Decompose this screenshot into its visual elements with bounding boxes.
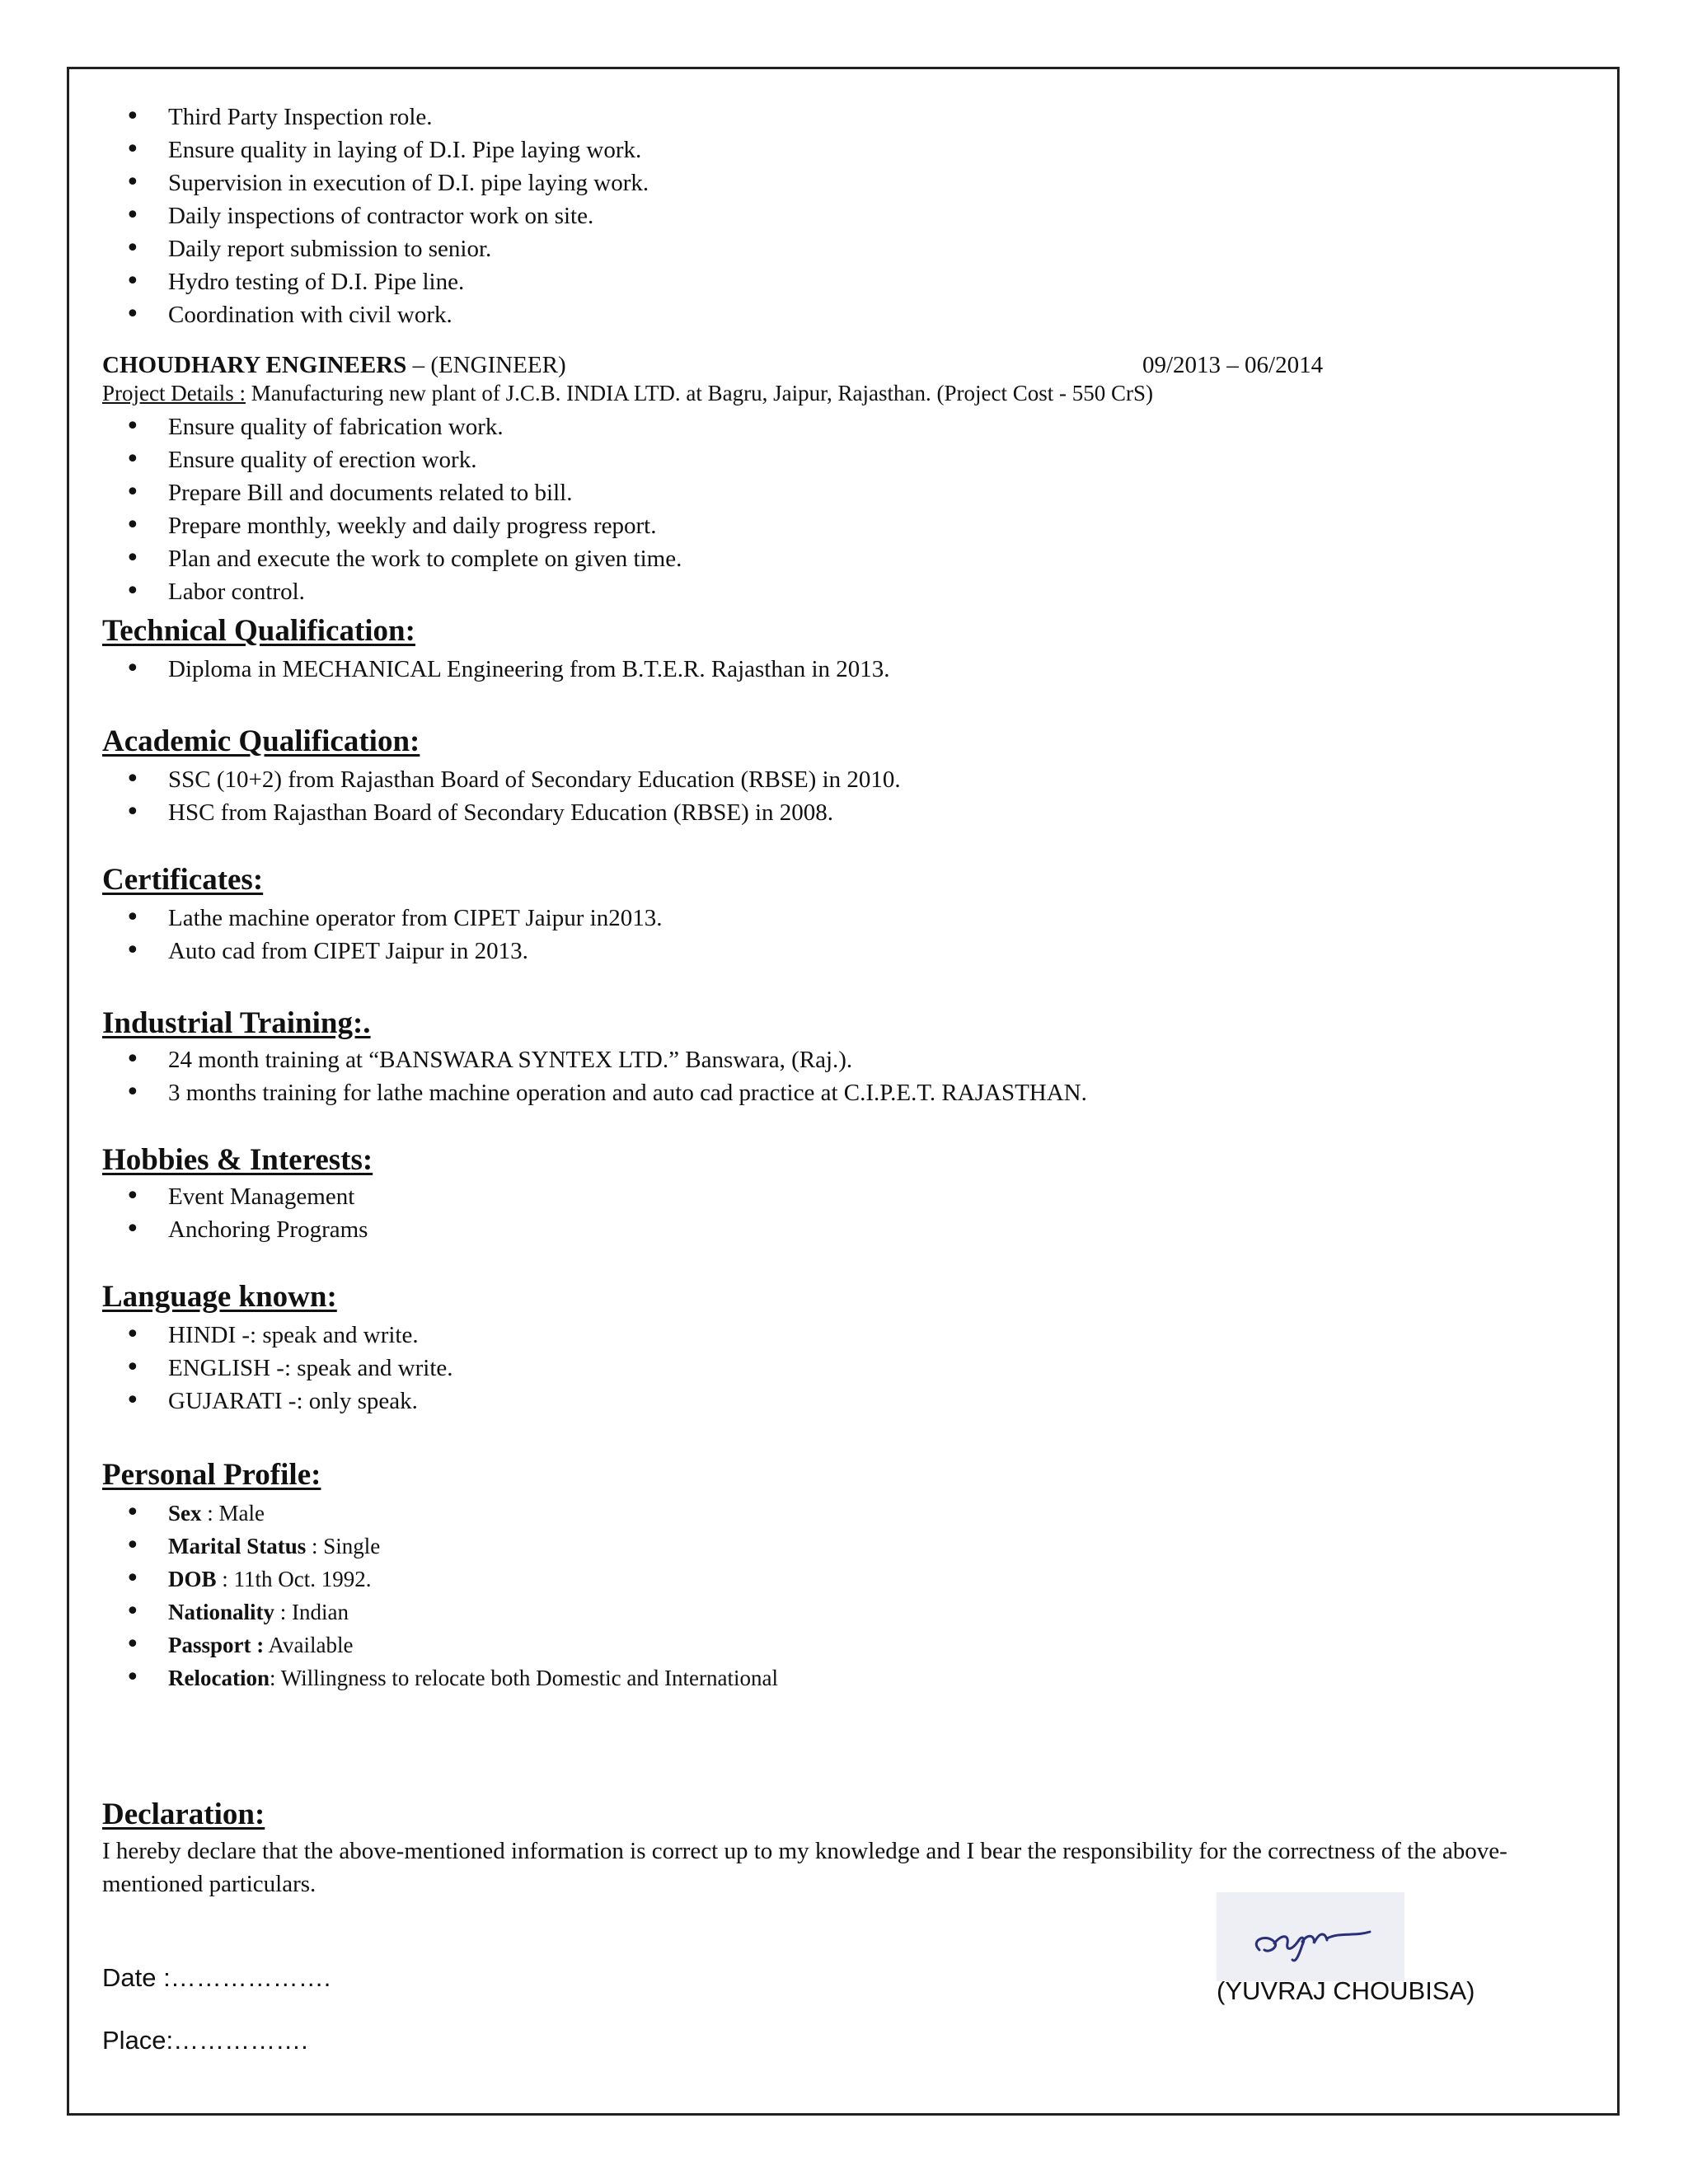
list-item bbox=[69, 1596, 778, 1629]
signature-image bbox=[1217, 1892, 1404, 1981]
list-item: • Third Party Inspection role. bbox=[69, 101, 649, 134]
date-line: Date :………………. bbox=[102, 1963, 331, 1992]
list-item bbox=[69, 1497, 778, 1530]
job-header bbox=[102, 352, 566, 379]
profile-heading: Personal Profile: bbox=[102, 1458, 321, 1492]
list-item: • Daily report submission to senior. bbox=[69, 232, 649, 265]
profile-value: : 11th Oct. 1992. bbox=[216, 1567, 372, 1591]
project-details bbox=[102, 381, 1153, 406]
list-item: • Ensure quality of erection work. bbox=[69, 443, 682, 476]
top-bullet-list bbox=[69, 101, 649, 331]
list-item: • HSC from Rajasthan Board of Secondary Education (RBSE) in 2008. bbox=[69, 796, 901, 829]
training-heading: Industrial Training:. bbox=[102, 1006, 371, 1040]
list-item: • 3 months training for lathe machine operation and auto cad practice at C.I.P.E.T. RAJASTHAN. bbox=[69, 1076, 1087, 1109]
company-name: CHOUDHARY ENGINEERS bbox=[102, 352, 407, 378]
job-bullet-list bbox=[69, 410, 682, 608]
list-item: • ENGLISH -: speak and write. bbox=[69, 1352, 453, 1385]
list-item: • Daily inspections of contractor work on site. bbox=[69, 199, 649, 232]
list-item: • Prepare monthly, weekly and daily progress report. bbox=[69, 509, 682, 542]
profile-label: Relocation bbox=[168, 1666, 270, 1690]
list-item: • Auto cad from CIPET Jaipur in 2013. bbox=[69, 935, 662, 968]
list-item: • Diploma in MECHANICAL Engineering from B.T.E.R. Rajasthan in 2013. bbox=[69, 653, 890, 686]
certificates-heading: Certificates: bbox=[102, 863, 264, 897]
list-item: • HINDI -: speak and write. bbox=[69, 1319, 453, 1352]
list-item bbox=[69, 1563, 778, 1596]
list-item: • Ensure quality of fabrication work. bbox=[69, 410, 682, 443]
list-item: • GUJARATI -: only speak. bbox=[69, 1385, 453, 1418]
list-item: • Plan and execute the work to complete on given time. bbox=[69, 542, 682, 575]
list-item: • Prepare Bill and documents related to bill. bbox=[69, 476, 682, 509]
list-item: • Event Management bbox=[69, 1180, 368, 1213]
languages-list bbox=[69, 1319, 453, 1418]
list-item: • Lathe machine operator from CIPET Jaipur in2013. bbox=[69, 902, 662, 935]
list-item: • Ensure quality in laying of D.I. Pipe laying work. bbox=[69, 134, 649, 166]
list-item bbox=[69, 1530, 778, 1563]
academic-list bbox=[69, 763, 901, 829]
certificates-list bbox=[69, 902, 662, 968]
signature-scribble-icon bbox=[1217, 1892, 1404, 1981]
languages-heading: Language known: bbox=[102, 1280, 337, 1314]
list-item bbox=[69, 1661, 778, 1694]
list-item: • SSC (10+2) from Rajasthan Board of Secondary Education (RBSE) in 2010. bbox=[69, 763, 901, 796]
list-item: • Anchoring Programs bbox=[69, 1213, 368, 1246]
place-line: Place:……………. bbox=[102, 2026, 308, 2055]
profile-list bbox=[69, 1497, 778, 1694]
profile-label: Marital Status bbox=[168, 1534, 307, 1558]
profile-value: Available bbox=[264, 1633, 354, 1657]
profile-label: Nationality bbox=[168, 1600, 275, 1624]
list-item: • 24 month training at “BANSWARA SYNTEX LTD.” Banswara, (Raj.). bbox=[69, 1043, 1087, 1076]
signature-name: (YUVRAJ CHOUBISA) bbox=[1217, 1976, 1475, 2005]
declaration-heading: Declaration: bbox=[102, 1797, 265, 1831]
project-label: Project Details : bbox=[102, 381, 246, 405]
list-item: • Coordination with civil work. bbox=[69, 298, 649, 331]
profile-value: : Male bbox=[201, 1501, 265, 1526]
profile-label: Sex bbox=[168, 1501, 202, 1526]
list-item: • Hydro testing of D.I. Pipe line. bbox=[69, 265, 649, 298]
training-list bbox=[69, 1043, 1087, 1109]
job-dates: 09/2013 – 06/2014 bbox=[1142, 352, 1324, 378]
academic-heading: Academic Qualification: bbox=[102, 724, 420, 758]
list-item: • Supervision in execution of D.I. pipe laying work. bbox=[69, 166, 649, 199]
profile-label: DOB bbox=[168, 1567, 217, 1591]
profile-label: Passport : bbox=[168, 1633, 265, 1657]
project-text: Manufacturing new plant of J.C.B. INDIA LTD. at Bagru, Jaipur, Rajasthan. (Project Cost - 550 CrS) bbox=[245, 381, 1153, 405]
list-item: • Labor control. bbox=[69, 575, 682, 608]
profile-value: : Willingness to relocate both Domestic and International bbox=[269, 1666, 778, 1690]
technical-list bbox=[69, 653, 890, 686]
page-frame bbox=[67, 67, 1620, 2116]
profile-value: : Single bbox=[306, 1534, 381, 1558]
job-role: – (ENGINEER) bbox=[406, 352, 566, 378]
list-item bbox=[69, 1629, 778, 1661]
hobbies-heading: Hobbies & Interests: bbox=[102, 1143, 373, 1177]
profile-value: : Indian bbox=[274, 1600, 349, 1624]
technical-heading: Technical Qualification: bbox=[102, 614, 415, 648]
declaration-text: I hereby declare that the above-mentioned information is correct up to my knowledge and I bear the responsibility for the correctness of the above-mentioned particulars. bbox=[102, 1838, 1507, 1897]
hobbies-list bbox=[69, 1180, 368, 1246]
